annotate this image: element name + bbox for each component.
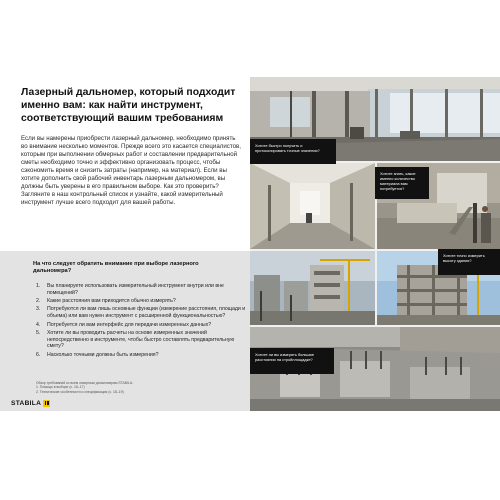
- checklist-item: [36, 283, 246, 296]
- checklist-item: [36, 352, 246, 359]
- checklist-item-text: Хотите ли вы проводить расчеты на основе измеренных значений непосредственно в инструменте, чтобы быстро составлять предварительную смету?: [47, 329, 235, 350]
- checklist-title: На что следует обратить внимание при выборе лазерного дальномера?: [33, 261, 199, 275]
- checklist-item-text: Насколько точными должны быть измерения?: [47, 351, 159, 358]
- callout-building-height: Хотите точно измерить высоту здания?: [438, 249, 500, 275]
- intro-paragraph: Если вы намерены приобрести лазерный дальномер, необходимо принять во внимание несколько моментов. Прежде всего это касается специалистов, которым при выполнении обмерных работ и составлении предварительной сметы необходимо точно и эффективно организовать процесс, чтобы сэкономить время и снизить затраты (например, на материал). Если вы хотите дополнить свой рабочий инвентарь лазерным дальномером, вы должны быть уверены в его правильном выборе. Как это проверить? Загляните в наш контрольный список и узнайте, какой измерительный инструмент лучше всего подходит для вашей работы.: [21, 135, 241, 207]
- checklist-item-number: 1.: [36, 283, 41, 289]
- logo-mark-icon: [43, 400, 50, 407]
- checklist-item-number: 6.: [36, 351, 41, 358]
- stabila-logo: [11, 399, 50, 407]
- photo-construction-crane: [250, 251, 375, 325]
- callout-material-quantity: Хотите знать, какое именно количество материала вам потребуется?: [375, 167, 429, 199]
- checklist-item: [36, 306, 246, 319]
- checklist-item-number: 2.: [36, 298, 41, 305]
- page-title: Лазерный дальномер, который подходит именно вам: как найти инструмент, соответствующий вашим требованиям: [21, 87, 236, 124]
- footnote-line: 2. Технические особенности и спецификация (с. 18–19): [36, 389, 124, 394]
- brochure-spread: [0, 77, 500, 411]
- checklist-item-number: 3.: [36, 306, 41, 313]
- left-page: [0, 77, 250, 411]
- checklist-item: [36, 322, 246, 329]
- right-page: [250, 77, 500, 411]
- checklist-item-number: 5.: [36, 329, 41, 336]
- checklist-list: [36, 283, 246, 360]
- checklist-box: [0, 251, 250, 411]
- checklist-item: [36, 298, 246, 305]
- checklist-item-text: Вы планируете использовать измерительный инструмент внутри или вне помещений?: [47, 283, 224, 296]
- footnote-line: 1. Помощь в выборе (с. 16–17): [36, 385, 85, 390]
- footnotes: [36, 381, 216, 394]
- checklist-item: [36, 330, 246, 350]
- checklist-item-text: Потребуются ли вам лишь основные функции (измерение расстояния, площади и объема) или вам нужен инструмент с расширенной функциональностью?: [47, 306, 246, 320]
- logo-text: STABILA: [11, 399, 42, 407]
- callout-measure-record: Хотите быстро получить и протоколировать точные значения?: [250, 139, 336, 164]
- checklist-item-text: Потребуется ли вам интерфейс для передачи измеренных данных?: [47, 321, 212, 328]
- footnote-line: Обзор требований ко всем лазерным дальномерам STABILA:: [36, 381, 134, 385]
- checklist-item-text: Какие расстояния вам приходится обычно измерять?: [47, 298, 176, 305]
- callout-long-distance: Хотите ли вы измерять большие расстояния на стройплощадке?: [250, 348, 334, 374]
- photo-corridor: [250, 163, 375, 249]
- checklist-item-number: 4.: [36, 321, 41, 328]
